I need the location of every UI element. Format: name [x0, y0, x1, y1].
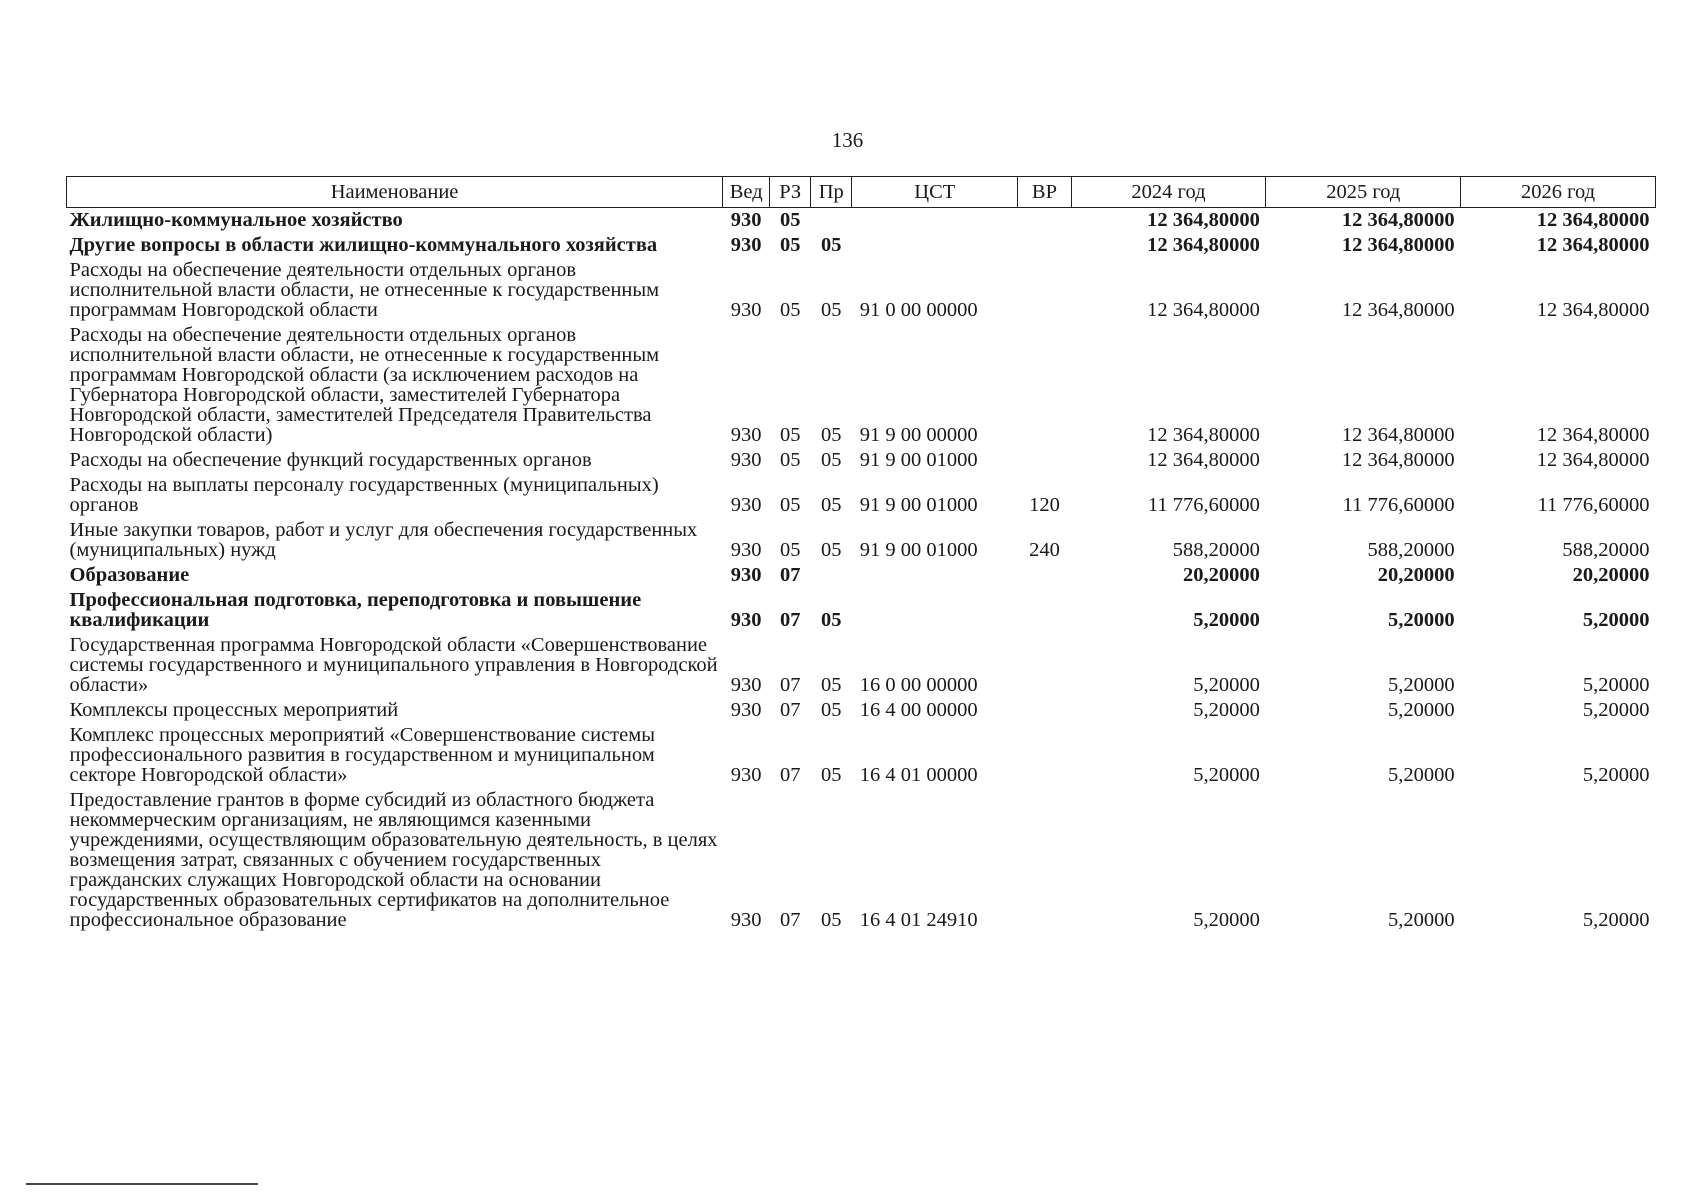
row-2024: 12 364,80000	[1147, 424, 1260, 446]
table-row	[67, 208, 1656, 234]
table-row	[67, 258, 1656, 323]
row-cst	[852, 563, 1018, 588]
row-pr: 05	[821, 494, 842, 516]
row-2025: 12 364,80000	[1341, 234, 1455, 256]
row-name: Другие вопросы в области жилищно-коммунального хозяйства	[69, 234, 658, 256]
row-pr: 05	[821, 234, 842, 256]
header-2025: 2025 год	[1266, 177, 1461, 208]
table-row	[67, 633, 1656, 698]
row-name: Жилищно-коммунальное хозяйство	[69, 209, 403, 231]
row-pr: 05	[821, 609, 842, 631]
header-pr: Пр	[811, 177, 852, 208]
row-2026: 5,20000	[1582, 674, 1650, 696]
table-row	[67, 588, 1656, 633]
row-vr	[1018, 788, 1071, 933]
row-2024: 12 364,80000	[1147, 299, 1260, 321]
row-cst: 16 4 01 24910	[859, 909, 978, 931]
row-cst	[852, 233, 1018, 258]
row-ved: 930	[730, 209, 762, 231]
row-cst: 16 4 01 00000	[859, 764, 978, 786]
header-2024: 2024 год	[1071, 177, 1266, 208]
table-row	[67, 448, 1656, 473]
row-pr: 05	[821, 764, 842, 786]
row-2025: 5,20000	[1388, 699, 1455, 721]
row-name: Предоставление грантов в форме субсидий из областного бюджета некоммерческим организациям, не являющимся казенными учреждениями, осуществляющим образовательную деятельность, в целях возмещения затрат, связанных с обучением государственных гражданских служащих Новгородской области на основании государственных образовательных сертификатов на дополнительное профессиональное образование	[69, 789, 718, 931]
row-cst: 16 4 00 00000	[859, 699, 978, 721]
row-rz: 07	[780, 699, 801, 721]
row-2024: 5,20000	[1193, 909, 1260, 931]
row-name: Комплексы процессных мероприятий	[69, 699, 399, 721]
header-rz: РЗ	[770, 177, 811, 208]
row-pr	[811, 208, 852, 234]
header-cst: ЦСТ	[852, 177, 1018, 208]
row-pr: 05	[821, 449, 842, 471]
row-rz: 05	[780, 234, 801, 256]
row-name: Расходы на обеспечение функций государственных органов	[69, 449, 592, 471]
table-row	[67, 233, 1656, 258]
row-2024: 12 364,80000	[1147, 449, 1260, 471]
row-pr: 05	[821, 674, 842, 696]
row-rz: 05	[780, 209, 801, 231]
row-2024: 5,20000	[1193, 609, 1260, 631]
row-vr	[1018, 233, 1071, 258]
row-2024: 5,20000	[1193, 764, 1260, 786]
row-2024: 5,20000	[1193, 674, 1260, 696]
row-2025: 12 364,80000	[1341, 424, 1455, 446]
row-rz: 05	[780, 424, 801, 446]
row-ved: 930	[730, 299, 762, 321]
row-pr: 05	[821, 424, 842, 446]
row-cst: 91 9 00 01000	[859, 449, 978, 471]
row-2024: 588,20000	[1172, 539, 1260, 561]
row-rz: 05	[780, 299, 801, 321]
row-ved: 930	[730, 909, 762, 931]
row-2024: 5,20000	[1193, 699, 1260, 721]
row-rz: 07	[780, 764, 801, 786]
row-2025: 12 364,80000	[1341, 299, 1455, 321]
row-2025: 5,20000	[1388, 609, 1455, 631]
row-2025: 5,20000	[1388, 909, 1455, 931]
row-2026: 5,20000	[1582, 909, 1650, 931]
page-number: 136	[831, 128, 864, 152]
row-cst: 91 9 00 01000	[859, 494, 978, 516]
row-2024: 12 364,80000	[1147, 234, 1260, 256]
table-row	[67, 698, 1656, 723]
row-cst	[852, 588, 1018, 633]
row-rz: 05	[780, 449, 801, 471]
row-pr	[811, 563, 852, 588]
row-2026: 12 364,80000	[1536, 234, 1650, 256]
row-name: Государственная программа Новгородской области «Совершенствование системы государственного и муниципального управления в Новгородской области»	[69, 634, 718, 696]
row-cst	[852, 208, 1018, 234]
row-2026: 588,20000	[1562, 539, 1650, 561]
row-ved: 930	[730, 699, 762, 721]
table-row	[67, 563, 1656, 588]
row-rz: 07	[780, 564, 801, 586]
row-2024: 12 364,80000	[1147, 209, 1260, 231]
header-2026: 2026 год	[1461, 177, 1656, 208]
table-row	[67, 323, 1656, 448]
row-2026: 11 776,60000	[1537, 494, 1650, 516]
row-cst: 91 9 00 01000	[859, 539, 978, 561]
table-row	[67, 473, 1656, 518]
row-cst: 91 0 00 00000	[859, 299, 978, 321]
row-ved: 930	[730, 764, 762, 786]
header-ved: Вед	[723, 177, 770, 208]
row-2025: 12 364,80000	[1341, 449, 1455, 471]
row-ved: 930	[730, 424, 762, 446]
row-2026: 12 364,80000	[1536, 449, 1650, 471]
row-vr: 120	[1029, 494, 1060, 516]
row-rz: 05	[780, 494, 801, 516]
row-cst: 16 0 00 00000	[859, 674, 978, 696]
row-name: Расходы на обеспечение деятельности отдельных органов исполнительной власти области, не отнесенные к государственным программам Новгородской области (за исключением расходов на Губернатора Новгородской области, заместителей Губернатора Новгородской области, заместителей Председателя Правительства Новгородской области)	[69, 324, 660, 446]
row-vr	[1018, 563, 1071, 588]
row-name: Комплекс процессных мероприятий «Совершенствование системы профессионального развития в государственном и муниципальном секторе Новгородской области»	[69, 724, 655, 786]
row-rz: 07	[780, 909, 801, 931]
footer-rule	[26, 1183, 258, 1185]
row-2026: 12 364,80000	[1536, 299, 1650, 321]
row-2026: 5,20000	[1582, 764, 1650, 786]
row-name: Расходы на обеспечение деятельности отдельных органов исполнительной власти области, не отнесенные к государственным программам Новгородской области	[69, 259, 660, 321]
row-ved: 930	[730, 564, 762, 586]
row-vr	[1018, 258, 1071, 323]
row-2024: 20,20000	[1183, 564, 1260, 586]
row-rz: 07	[780, 609, 801, 631]
row-ved: 930	[730, 539, 762, 561]
row-2026: 12 364,80000	[1536, 209, 1650, 231]
header-name: Наименование	[67, 177, 723, 208]
row-name: Профессиональная подготовка, переподготовка и повышение квалификации	[69, 589, 642, 631]
row-vr	[1018, 208, 1071, 234]
table-row	[67, 723, 1656, 788]
row-2026: 5,20000	[1582, 609, 1650, 631]
row-vr	[1018, 698, 1071, 723]
row-vr	[1018, 633, 1071, 698]
row-rz: 07	[780, 674, 801, 696]
table-header-row	[67, 177, 1656, 208]
row-rz: 05	[780, 539, 801, 561]
row-vr	[1018, 588, 1071, 633]
row-name: Иные закупки товаров, работ и услуг для обеспечения государственных (муниципальных) нужд	[69, 519, 698, 561]
row-vr	[1018, 448, 1071, 473]
row-ved: 930	[730, 449, 762, 471]
row-name: Расходы на выплаты персоналу государственных (муниципальных) органов	[69, 474, 659, 516]
row-ved: 930	[730, 674, 762, 696]
header-vr: ВР	[1018, 177, 1071, 208]
row-2026: 20,20000	[1572, 564, 1650, 586]
table-row	[67, 788, 1656, 933]
row-2025: 5,20000	[1388, 764, 1455, 786]
row-name: Образование	[69, 564, 190, 586]
row-ved: 930	[730, 494, 762, 516]
row-2026: 5,20000	[1582, 699, 1650, 721]
row-2024: 11 776,60000	[1147, 494, 1260, 516]
row-2025: 12 364,80000	[1341, 209, 1455, 231]
row-vr	[1018, 723, 1071, 788]
row-ved: 930	[730, 234, 762, 256]
table-row	[67, 518, 1656, 563]
row-pr: 05	[821, 699, 842, 721]
row-2025: 588,20000	[1367, 539, 1455, 561]
budget-table	[66, 176, 1656, 933]
row-ved: 930	[730, 609, 762, 631]
row-pr: 05	[821, 299, 842, 321]
row-2025: 5,20000	[1388, 674, 1455, 696]
row-vr: 240	[1029, 539, 1060, 561]
row-cst: 91 9 00 00000	[859, 424, 978, 446]
row-vr	[1018, 323, 1071, 448]
row-2025: 11 776,60000	[1342, 494, 1455, 516]
row-2025: 20,20000	[1377, 564, 1455, 586]
row-pr: 05	[821, 539, 842, 561]
row-2026: 12 364,80000	[1536, 424, 1650, 446]
row-pr: 05	[821, 909, 842, 931]
